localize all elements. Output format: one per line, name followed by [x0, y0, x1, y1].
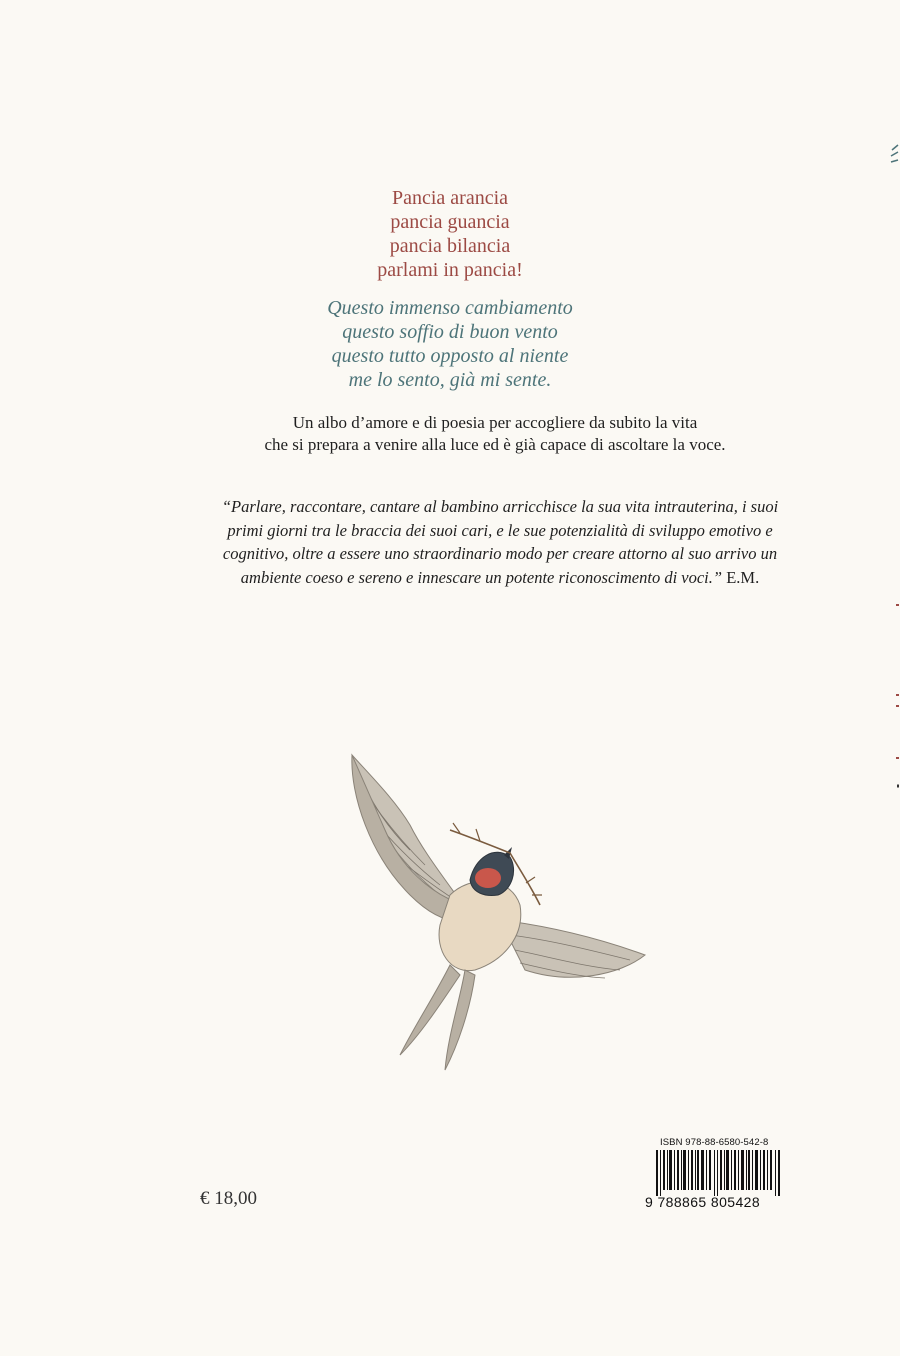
- swallow-illustration: [330, 745, 660, 1085]
- poem-line: Pancia arancia: [391, 187, 509, 209]
- poem-line: Questo immenso cambiamento: [327, 297, 573, 319]
- poem-line: me lo sento, già mi sente.: [348, 369, 552, 391]
- poem-verse-one: [0, 186, 900, 282]
- quote-line: “Parlare, raccontare, cantare al bambino arricchisce la sua vita intrauterina, i suoi: [221, 497, 779, 516]
- barcode: [656, 1150, 781, 1196]
- quote-line: [185, 566, 815, 590]
- poem-line: questo soffio di buon vento: [342, 321, 558, 343]
- poem-verse-two: [0, 296, 900, 392]
- quote-author: E.M.: [726, 567, 760, 587]
- author-quote: [185, 495, 815, 589]
- barcode-digits: 9 788865 805428: [645, 1194, 760, 1210]
- poem-line: parlami in pancia!: [377, 259, 523, 281]
- price: € 18,00: [200, 1188, 257, 1209]
- quote-line: primi giorni tra le braccia dei suoi cari, e le sue potenzialità di sviluppo emotivo e: [227, 520, 773, 540]
- poem-line: pancia bilancia: [389, 235, 511, 257]
- isbn-label: ISBN 978-88-6580-542-8: [660, 1137, 769, 1148]
- blurb-line: che si prepara a venire alla luce ed è già capace di ascoltare la voce.: [264, 435, 726, 454]
- book-blurb: [0, 412, 900, 456]
- quote-line-text: ambiente coeso e sereno e innescare un potente riconoscimento di voci.”: [240, 567, 723, 587]
- blurb-line: Un albo d’amore e di poesia per accogliere da subito la vita: [292, 413, 698, 432]
- poem-line: questo tutto opposto al niente: [331, 345, 569, 367]
- spine-edge-marks: [888, 0, 900, 800]
- poem-line: pancia guancia: [390, 211, 510, 233]
- quote-line: cognitivo, oltre a essere uno straordinario modo per creare attorno al suo arrivo un: [222, 544, 778, 563]
